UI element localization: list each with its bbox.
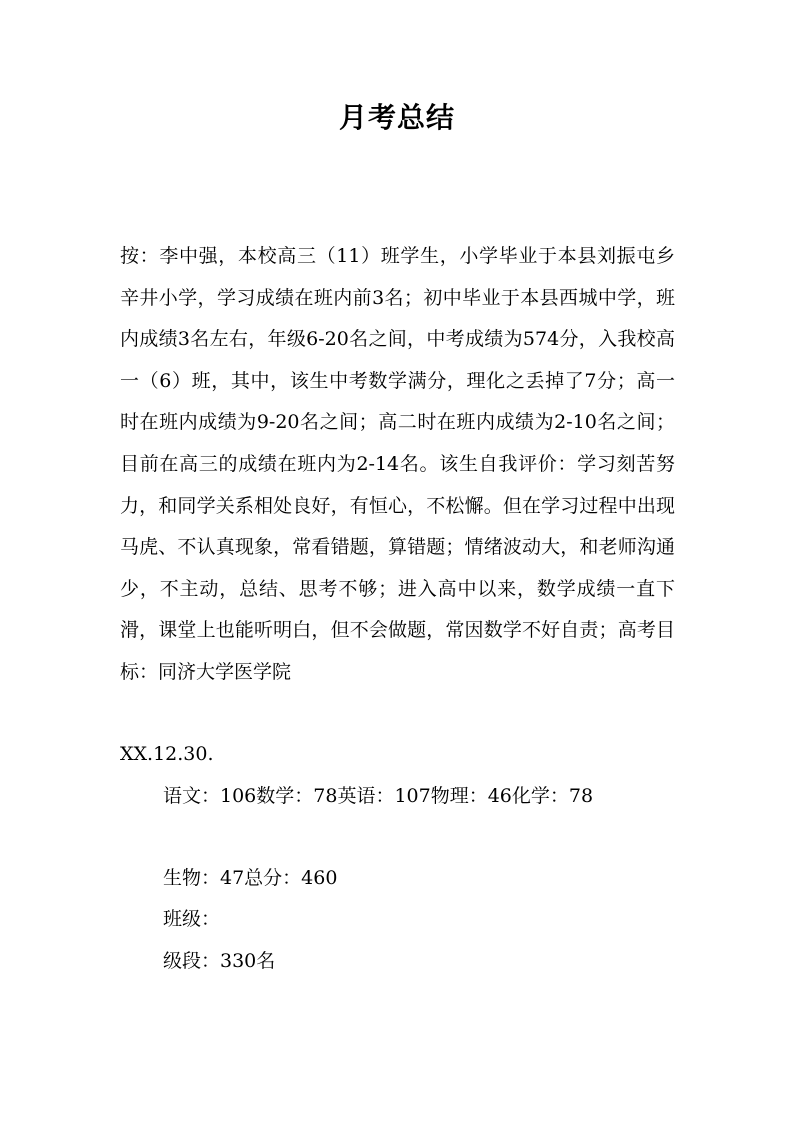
class-line: 班级： xyxy=(163,908,221,930)
student-summary-paragraph: 按：李中强，本校高三（11）班学生，小学毕业于本县刘振屯乡辛井小学，学习成绩在班内前3名；初中毕业于本县西城中学，班内成绩3名左右，年级6-20名之间，中考成绩为574分，入我校高一（6）班，其中，该生中考数学满分，理化之丢掉了7分；高一时在班内成绩为9-20名之间；高二时在班内成绩为2-10名之间；目前在高三的成绩在班内为2-14名。该生自我评价：学习刻苦努力，和同学关系相处良好，有恒心，不松懈。但在学习过程中出现马虎、不认真现象，常看错题，算错题；情绪波动大，和老师沟通少，不主动，总结、思考不够；进入高中以来，数学成绩一直下滑，课堂上也能听明白，但不会做题，常因数学不好自责；高考目标：同济大学医学院 xyxy=(120,245,675,683)
total-score-line: 生物：47总分：460 xyxy=(163,867,338,889)
grade-rank-line: 级段：330名 xyxy=(163,950,276,972)
date-line: XX.12.30. xyxy=(120,743,214,765)
page-title: 月考总结 xyxy=(338,101,455,134)
subject-scores-line: 语文：106数学：78英语：107物理：46化学：78 xyxy=(163,785,594,807)
